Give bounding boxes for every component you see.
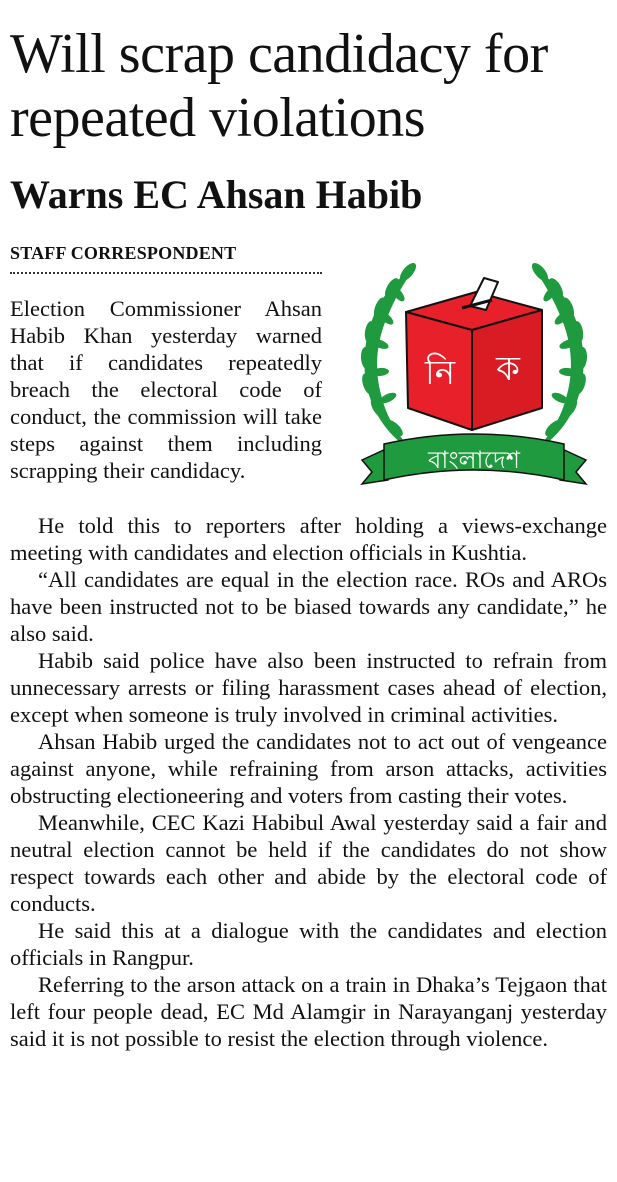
body-paragraph: Referring to the arson attack on a train in Dhaka’s Tejgaon that left four people dead, EC Md Alamgir in Narayanganj yesterday said it is not possible to resist the election through violence. [10, 972, 607, 1051]
box-letter-left: নি [424, 353, 456, 393]
body-paragraph: Meanwhile, CEC Kazi Habibul Awal yesterday said a fair and neutral election cannot be held if the candidates do not show respect towards each other and abide by the electoral code of conducts. [10, 810, 607, 916]
body-paragraph: He said this at a dialogue with the candidates and election officials in Rangpur. [10, 918, 607, 970]
article-body [10, 512, 607, 1052]
lead-paragraph-column [10, 295, 322, 484]
byline-divider [10, 272, 322, 274]
headline: Will scrap candidacy for repeated violations [10, 23, 548, 149]
byline: STAFF CORRESPONDENT [10, 243, 237, 263]
box-letter-right: ক [496, 349, 520, 389]
lead-paragraph: Election Commissioner Ahsan Habib Khan yesterday warned that if candidates repeatedly breach the electoral code of conduct, the commission will take steps against them including scrapping their candidacy. [10, 296, 322, 483]
banner-text: বাংলাদেশ [428, 446, 520, 474]
election-commission-logo [344, 248, 604, 498]
body-paragraph: Ahsan Habib urged the candidates not to act out of vengeance against anyone, while refraining from arson attacks, activities obstructing electioneering and voters from casting their votes. [10, 729, 607, 808]
body-paragraph: “All candidates are equal in the election race. ROs and AROs have been instructed not to be biased towards any candidate,” he also said. [10, 567, 607, 646]
subheadline: Warns EC Ahsan Habib [10, 172, 423, 217]
body-paragraph: Habib said police have also been instructed to refrain from unnecessary arrests or filing harassment cases ahead of election, except when someone is truly involved in criminal activities. [10, 648, 607, 727]
body-paragraph: He told this to reporters after holding a views-exchange meeting with candidates and election officials in Kushtia. [10, 513, 607, 565]
